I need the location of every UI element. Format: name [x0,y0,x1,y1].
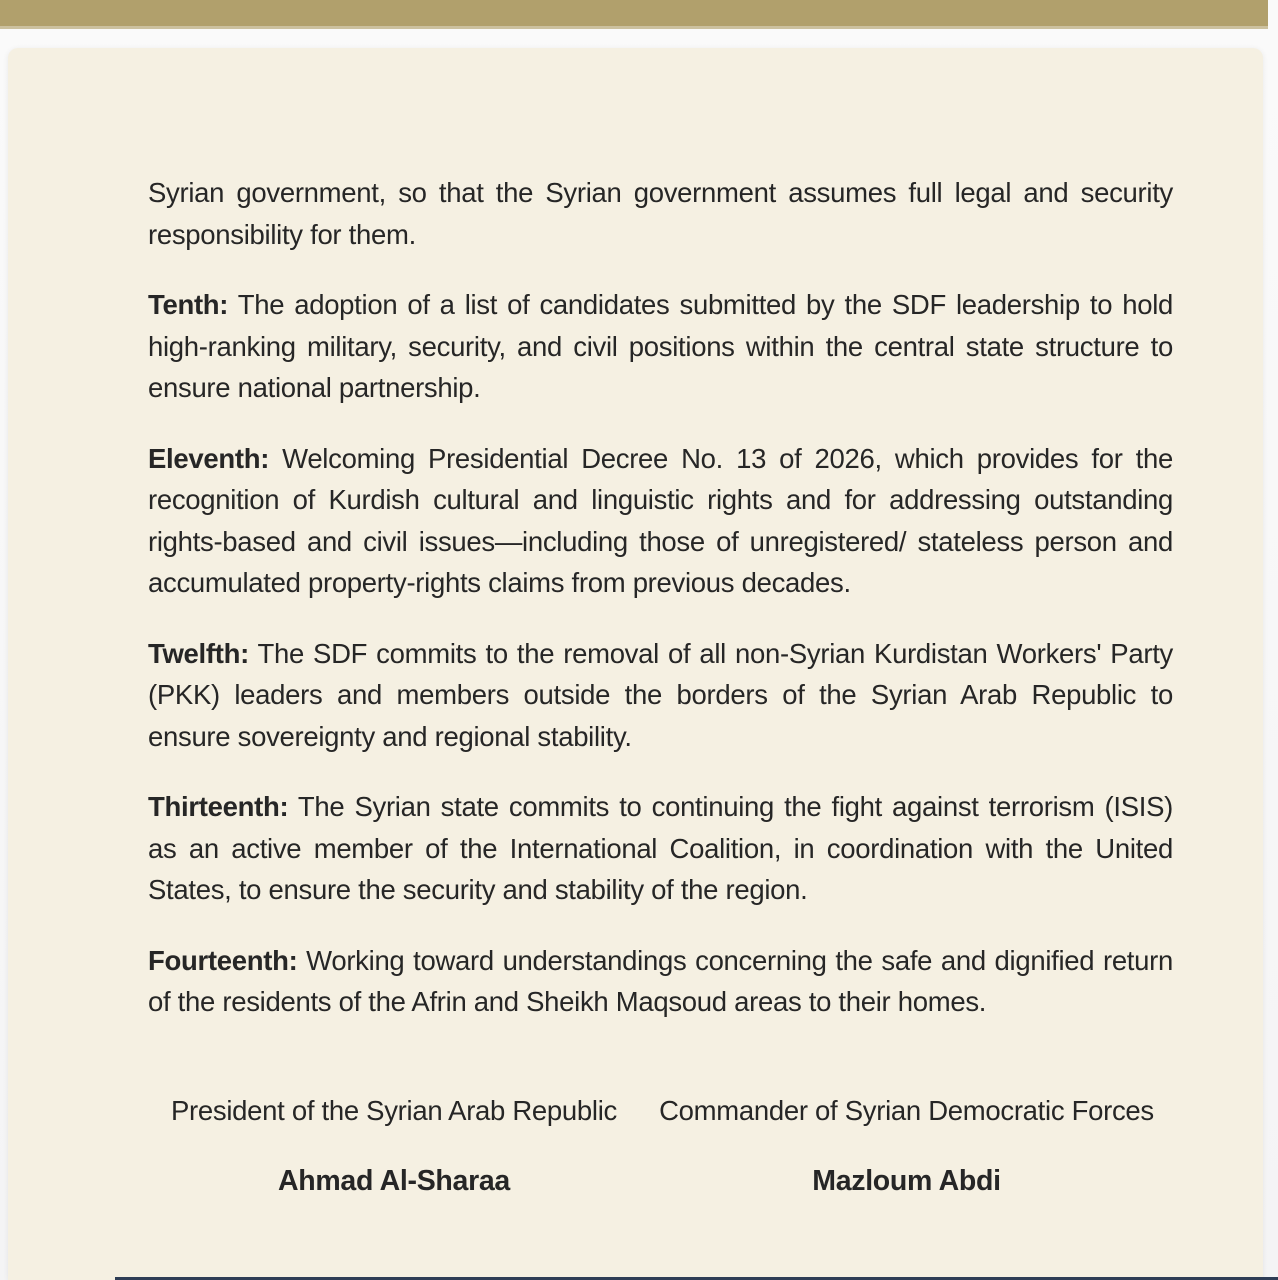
clause-text: Working toward understandings concerning the safe and dignified return of the residents of the Afrin and Sheikh Maqsoud areas to their homes. [148,944,1173,1017]
clause-label: Tenth: [148,289,229,320]
signature-block [148,1094,1173,1198]
document-page [8,48,1263,1280]
clause-fourteenth [148,940,1173,1023]
clause-label: Fourteenth: [148,944,298,976]
top-gold-bar [0,0,1268,29]
signature-president [148,1094,640,1198]
paragraph-continuation [148,172,1173,255]
clause-label: Twelfth: [148,637,249,669]
clause-text: The Syrian state commits to continuing the fight against terrorism (ISIS) as an active member of the International Coalition, in coordination with the United States, to ensure the security and stability of the region. [148,791,1174,905]
clause-text: Welcoming Presidential Decree No. 13 of 2026, which provides for the recognition of Kurdish cultural and linguistic rights and for addressing outstanding rights-based and civil issues—including those of unregistered/ stateless person and accumulated property-rights claims from previous decades. [148,442,1173,598]
clause-text: The adoption of a list of candidates submitted by the SDF leadership to hold high-ranking military, security, and civil positions within the central state structure to ensure national partnership. [148,289,1173,403]
paragraph-text: Syrian government, so that the Syrian government assumes full legal and security responsibility for them. [148,177,1173,250]
clause-eleventh [148,438,1173,604]
clause-twelfth [148,633,1173,758]
document-content [148,172,1173,1198]
signature-name: Mazloum Abdi [812,1164,1001,1197]
signature-title: Commander of Syrian Democratic Forces [659,1094,1154,1126]
clause-thirteenth [148,786,1173,911]
clause-text: The SDF commits to the removal of all non-Syrian Kurdistan Workers' Party (PKK) leaders and members outside the borders of the Syrian Arab Republic to ensure sovereignty and regional stability. [148,637,1173,752]
clause-label: Eleventh: [148,442,270,474]
signature-title: President of the Syrian Arab Republic [171,1094,617,1126]
clause-tenth [148,284,1173,409]
clause-label: Thirteenth: [148,791,289,822]
signature-commander [640,1094,1173,1198]
signature-name: Ahmad Al-Sharaa [277,1164,510,1197]
